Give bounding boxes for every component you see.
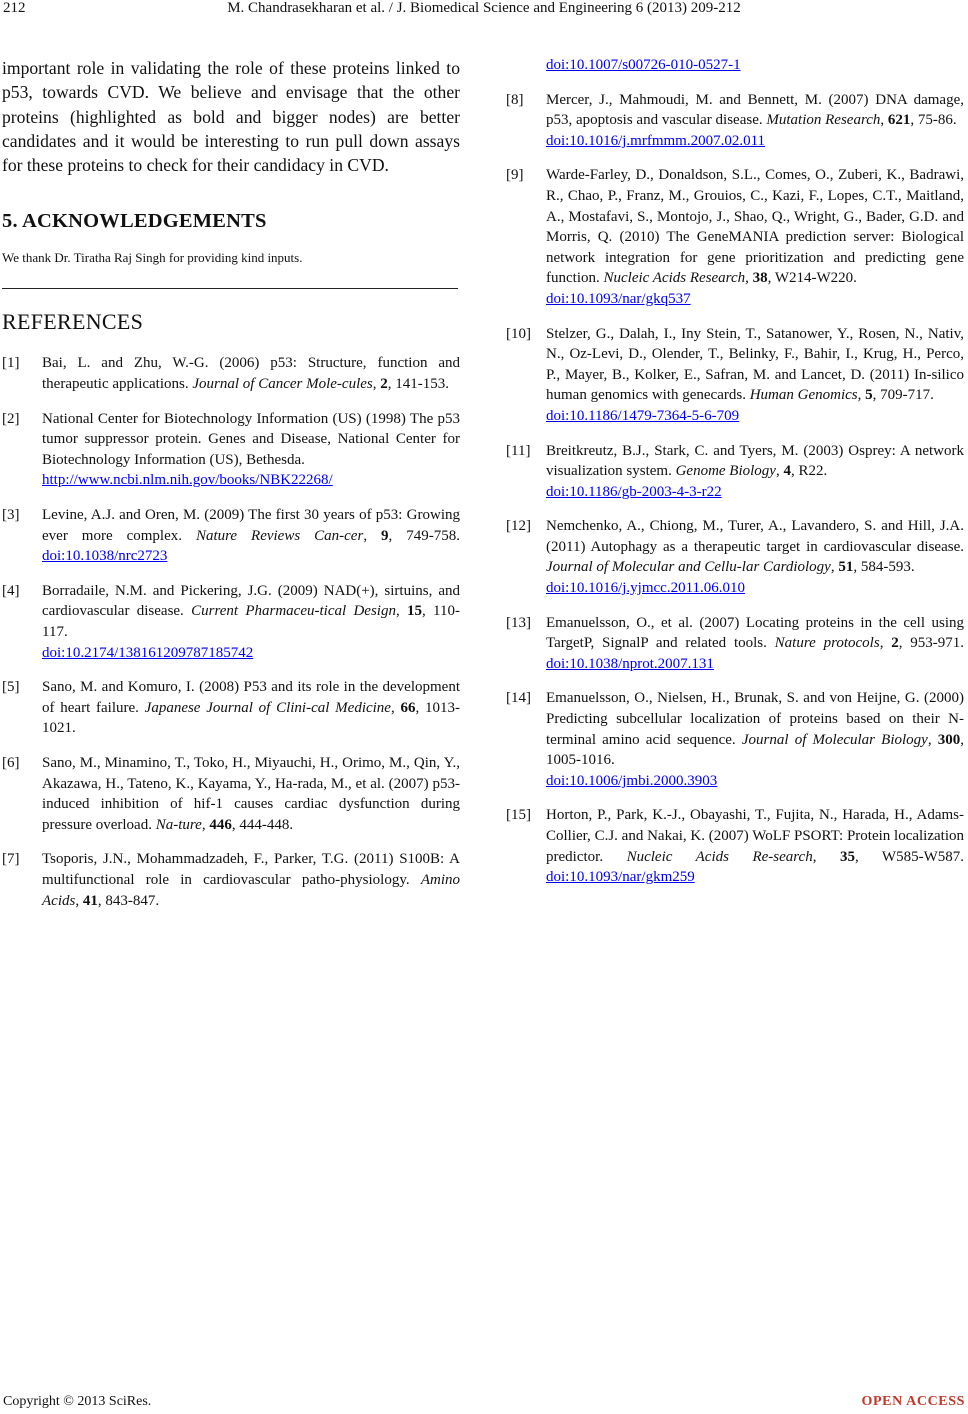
ref-7-doi-link[interactable]: doi:10.1007/s00726-010-0527-1 <box>546 57 741 73</box>
section-divider <box>2 288 458 289</box>
reference-pages: , 444-448. <box>231 816 294 833</box>
reference-journal: Nature Reviews Can-cer <box>195 527 364 544</box>
reference-pages: , 953-971. <box>898 635 964 652</box>
reference-pages: , W585-W587. <box>854 848 964 865</box>
reference-pages: , R22. <box>790 463 828 480</box>
reference-text: Emanuelsson, O., Nielsen, H., Brunak, S. and von Heijne, G. (2000) Predicting subcellular localization of proteins based on their N-terminal amino acid sequence. <box>546 690 964 748</box>
reference-entry: [1] Bai, L. and Zhu, W.-G. (2006) p53: Structure, function and therapeutic applications. Journal of Cancer Mole-cules, 2, 141-153. <box>2 355 460 393</box>
references-list-left <box>2 353 460 911</box>
acknowledgements-heading: 5. ACKNOWLEDGEMENTS <box>2 210 267 233</box>
reference-link[interactable]: doi:10.1093/nar/gkm259 <box>546 869 695 886</box>
copyright-notice: Copyright © 2013 SciRes. <box>3 1394 152 1409</box>
reference-number: [9] <box>506 167 524 184</box>
reference-text: Sano, M. and Komuro, I. (2008) P53 and its role in the development of heart failure. <box>42 679 460 716</box>
reference-volume: 38 <box>752 270 768 287</box>
right-column <box>506 55 964 888</box>
open-access-label: OPEN ACCESS <box>861 1394 965 1409</box>
reference-number: [11] <box>506 442 531 459</box>
reference-entry: [6] Sano, M., Minamino, T., Toko, H., Miyauchi, H., Orimo, M., Qin, Y., Akazawa, H., Tateno, K., Kayama, Y., Ha-rada, M., et al. (2007) p53-induced inhibition of hif-1 causes cardiac dysfunction during pressure overload. Na-ture, 446, 444-448. <box>2 754 460 833</box>
reference-number: [2] <box>2 410 20 427</box>
reference-pages: , W214-W220. <box>767 270 857 287</box>
reference-number: [5] <box>2 679 20 696</box>
reference-volume: 5 <box>865 387 873 404</box>
reference-link[interactable]: doi:10.1093/nar/gkq537 <box>546 290 691 307</box>
reference-number: [7] <box>2 851 20 868</box>
reference-link[interactable]: doi:10.1038/nrc2723 <box>42 548 168 565</box>
ref-7-doi-continuation <box>506 55 964 76</box>
reference-volume: 4 <box>783 463 791 480</box>
reference-entry: [11] Breitkreutz, B.J., Stark, C. and Tyers, M. (2003) Osprey: A network visualization system. Genome Biology, 4, R22. doi:10.1186/gb-2003-4-3-r22 <box>506 442 964 500</box>
reference-entry: [4] Borradaile, N.M. and Pickering, J.G. (2009) NAD(+), sirtuins, and cardiovascular disease. Current Pharmaceu-tical Design, 15, 110-117. doi:10.2174/138161209787185742 <box>2 582 460 661</box>
reference-volume: 66 <box>400 699 416 716</box>
reference-volume: 300 <box>937 731 961 748</box>
reference-entry: [8] Mercer, J., Mahmoudi, M. and Bennett, M. (2007) DNA damage, p53, apoptosis and vascular disease. Mutation Research, 621, 75-86. doi:10.1016/j.mrfmmm.2007.02.011 <box>506 91 964 149</box>
reference-volume: 9 <box>381 527 389 544</box>
reference-text: Emanuelsson, O., et al. (2007) Locating proteins in the cell using TargetP, SignalP and related tools. <box>546 614 964 652</box>
reference-text: Levine, A.J. and Oren, M. (2009) The first 30 years of p53: Growing ever more complex. <box>42 507 460 544</box>
page-number: 212 <box>3 0 26 16</box>
reference-text: Warde-Farley, D., Donaldson, S.L., Comes, O., Zuberi, K., Badrawi, R., Chao, P., Franz, M., Grouios, C., Kazi, F., Lopes, C.T., Maitland, A., Mostafavi, S., Montojo, J., Shao, Q., Wright, G., Bader, G.D. and Morris, Q. (2010) The GeneMANIA prediction server: Biological network integration for gene prioritization and predicting gene function. <box>546 167 964 287</box>
reference-entry: [7] Tsoporis, J.N., Mohammadzadeh, F., Parker, T.G. (2011) S100B: A multifunctional role in cardiovascular patho-physiology. Amino Acids, 41, 843-847. <box>2 851 460 909</box>
reference-volume: 2 <box>891 635 899 652</box>
reference-number: [13] <box>506 614 531 631</box>
reference-pages: , 75-86. <box>910 112 957 129</box>
reference-link[interactable]: doi:10.1006/jmbi.2000.3903 <box>546 772 718 789</box>
reference-entry <box>2 409 460 491</box>
reference-journal: Current Pharmaceu-tical Design <box>191 603 396 620</box>
reference-pages: , 843-847. <box>97 892 160 909</box>
reference-pages: , 1013-1021. <box>42 699 461 737</box>
reference-entry: [5] Sano, M. and Komuro, I. (2008) P53 and its role in the development of heart failure. Japanese Journal of Clini-cal Medicine, 66, 1013-1021. <box>2 679 461 737</box>
reference-volume: 2 <box>380 376 388 393</box>
reference-number: [4] <box>2 582 20 599</box>
reference-journal: Journal of Cancer Mole-cules <box>192 376 373 393</box>
reference-journal: Journal of Molecular and Cellu-lar Cardiology <box>546 559 831 576</box>
reference-entry: [14] Emanuelsson, O., Nielsen, H., Brunak, S. and von Heijne, G. (2000) Predicting subcellular localization of proteins based on their N-terminal amino acid sequence. Journal of Molecular Biology, 300, 1005-1016. doi:10.1006/jmbi.2000.3903 <box>506 690 965 789</box>
reference-journal: Japanese Journal of Clini-cal Medicine <box>144 699 391 716</box>
reference-text: National Center for Biotechnology Information (US) (1998) The p53 tumor suppressor protein. Genes and Disease, National Center for Biotechnology Information (US), Bethesda. <box>42 410 460 468</box>
references-list-right <box>506 90 964 888</box>
reference-link[interactable]: doi:10.1186/1479-7364-5-6-709 <box>546 407 740 424</box>
reference-link[interactable]: doi:10.1186/gb-2003-4-3-r22 <box>546 483 722 500</box>
left-column <box>2 56 460 911</box>
reference-pages: , 110-117. <box>42 603 460 641</box>
reference-entry: [9] Warde-Farley, D., Donaldson, S.L., Comes, O., Zuberi, K., Badrawi, R., Chao, P., Franz, M., Grouios, C., Kazi, F., Lopes, C.T., Maitland, A., Mostafavi, S., Montojo, J., Shao, Q., Wright, G., Bader, G.D. and Morris, Q. (2010) The GeneMANIA prediction server: Biological network integration for gene prioritization and predicting gene function. Nucleic Acids Research, 38, W214-W220. doi:10.1093/nar/gkq537 <box>506 167 964 307</box>
reference-link[interactable]: doi:10.1016/j.mrfmmm.2007.02.011 <box>546 132 766 149</box>
reference-journal: Na-ture <box>155 816 202 833</box>
reference-number: [1] <box>2 355 20 372</box>
reference-number: [3] <box>2 507 20 524</box>
reference-journal: Journal of Molecular Biology <box>741 731 928 748</box>
references-heading: REFERENCES <box>2 309 144 335</box>
reference-entry: [10] Stelzer, G., Dalah, I., Iny Stein, T., Satanower, Y., Rosen, N., Nativ, N., Oz-Levi, D., Olender, T., Belinky, F., Bahir, I., Krug, H., Perco, P., Mayer, B., Kolker, E., Safran, M. and Lancet, D. (2011) In-silico human genomics with genecards. Human Genomics, 5, 709-717. doi:10.1186/1479-7364-5-6-709 <box>506 325 964 424</box>
reference-volume: 35 <box>839 848 855 865</box>
reference-link[interactable]: doi:10.1038/nprot.2007.131 <box>546 655 714 672</box>
reference-entry: [12] Nemchenko, A., Chiong, M., Turer, A., Lavandero, S. and Hill, J.A. (2011) Autophagy as a therapeutic target in cardiovascular disease. Journal of Molecular and Cellu-lar Cardiology, 51, 584-593. doi:10.1016/j.yjmcc.2011.06.010 <box>506 518 964 597</box>
reference-volume: 41 <box>82 892 98 909</box>
reference-entry: [3] Levine, A.J. and Oren, M. (2009) The first 30 years of p53: Growing ever more complex. Nature Reviews Can-cer, 9, 749-758. doi:10.1038/nrc2723 <box>2 507 461 565</box>
reference-number: [14] <box>506 690 531 707</box>
reference-pages: , 1005-1016. <box>546 731 965 769</box>
reference-text: Horton, P., Park, K.-J., Obayashi, T., Fujita, N., Harada, H., Adams-Collier, C.J. and Nakai, K. (2007) WoLF PSORT: Protein localization predictor. <box>546 807 964 865</box>
reference-number: [15] <box>506 807 531 824</box>
reference-journal: Nature protocols <box>774 635 880 652</box>
reference-volume: 15 <box>407 603 422 620</box>
reference-pages: , 709-717. <box>872 387 934 404</box>
reference-text: Mercer, J., Mahmoudi, M. and Bennett, M. (2007) DNA damage, p53, apoptosis and vascular disease. <box>546 91 964 129</box>
reference-entry: [13] Emanuelsson, O., et al. (2007) Locating proteins in the cell using TargetP, SignalP and related tools. Nature protocols, 2, 953-971. doi:10.1038/nprot.2007.131 <box>506 614 964 672</box>
reference-volume: 446 <box>209 816 232 833</box>
reference-journal: Mutation Research <box>766 112 881 129</box>
reference-text: Stelzer, G., Dalah, I., Iny Stein, T., Satanower, Y., Rosen, N., Nativ, N., Oz-Levi, D., Olender, T., Belinky, F., Bahir, I., Krug, H., Perco, P., Mayer, B., Kolker, E., Safran, M. and Lancet, D. (2011) In-silico human genomics with genecards. <box>546 325 964 404</box>
reference-text: Sano, M., Minamino, T., Toko, H., Miyauchi, H., Orimo, M., Qin, Y., Akazawa, H., Tateno, K., Kayama, Y., Ha-rada, M., et al. (2007) p53-induced inhibition of hif-1 causes cardiac dysfunction during pressure overload. <box>42 754 460 833</box>
acknowledgements-text: We thank Dr. Tiratha Raj Singh for providing kind inputs. <box>2 250 303 266</box>
reference-entry: [15] Horton, P., Park, K.-J., Obayashi, T., Fujita, N., Harada, H., Adams-Collier, C.J. and Nakai, K. (2007) WoLF PSORT: Protein localization predictor. Nucleic Acids Re-search, 35, W585-W587. doi:10.1093/nar/gkm259 <box>506 807 964 886</box>
reference-number: [6] <box>2 754 20 771</box>
reference-number: [10] <box>506 325 531 342</box>
reference-link[interactable]: doi:10.2174/138161209787185742 <box>42 644 254 661</box>
reference-link[interactable]: http://www.ncbi.nlm.nih.gov/books/NBK22268/ <box>42 472 333 489</box>
reference-text: Breitkreutz, B.J., Stark, C. and Tyers, M. (2003) Osprey: A network visualization system. <box>546 442 964 480</box>
reference-volume: 51 <box>838 559 854 576</box>
running-head: M. Chandrasekharan et al. / J. Biomedical Science and Engineering 6 (2013) 209-212 <box>227 0 741 16</box>
reference-text: Bai, L. and Zhu, W.-G. (2006) p53: Structure, function and therapeutic applications. <box>42 355 460 393</box>
page-header <box>0 0 968 24</box>
reference-pages: , 584-593. <box>853 559 915 576</box>
reference-journal: Amino Acids <box>42 871 460 909</box>
reference-number: [8] <box>506 91 524 108</box>
reference-text: Tsoporis, J.N., Mohammadzadeh, F., Parker, T.G. (2011) S100B: A multifunctional role in cardiovascular patho-physiology. <box>42 851 460 888</box>
reference-pages: , 141-153. <box>387 376 449 393</box>
reference-volume: 621 <box>887 112 911 129</box>
reference-text: Nemchenko, A., Chiong, M., Turer, A., Lavandero, S. and Hill, J.A. (2011) Autophagy as a therapeutic target in cardiovascular disease. <box>546 518 964 555</box>
reference-text: Borradaile, N.M. and Pickering, J.G. (2009) NAD(+), sirtuins, and cardiovascular disease. <box>42 582 460 620</box>
reference-journal: Human Genomics <box>749 387 858 404</box>
reference-journal: Nucleic Acids Research <box>603 270 746 287</box>
reference-link[interactable]: doi:10.1016/j.yjmcc.2011.06.010 <box>546 580 746 597</box>
reference-journal: Genome Biology <box>675 463 776 480</box>
reference-number: [12] <box>506 518 531 535</box>
reference-journal: Nucleic Acids Re-search <box>626 848 813 865</box>
reference-pages: , 749-758. <box>388 527 461 544</box>
body-paragraph: important role in validating the role of these proteins linked to p53, towards CVD. We believe and envisage that the other proteins (highlighted as bold and bigger nodes) are better candidates and it would be interesting to run pull down assays for these proteins to check for their candidacy in CVD. <box>2 58 460 176</box>
